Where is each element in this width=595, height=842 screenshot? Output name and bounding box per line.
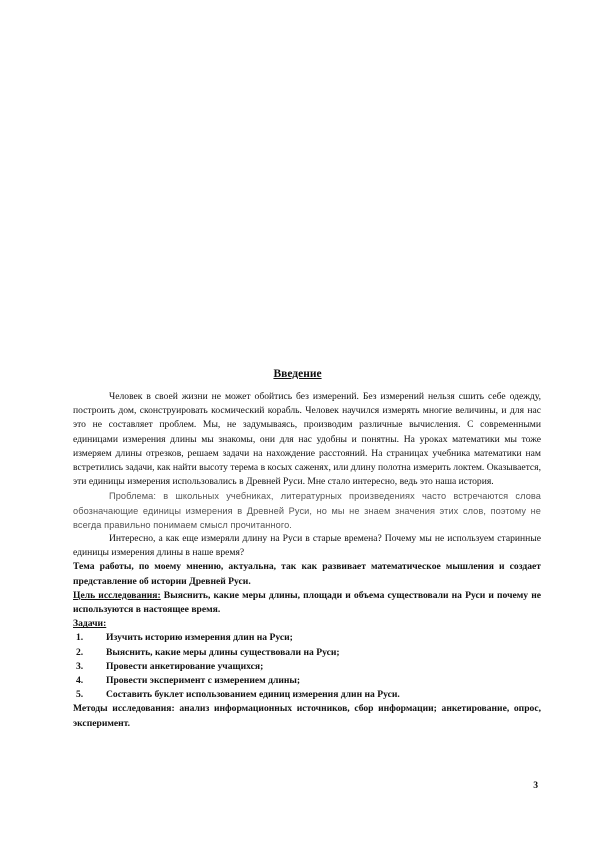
intro-paragraph: Человек в своей жизни не может обойтись без измерений. Без измерений нельзя сшить себе одежду, построить дом, сконструировать космический корабль. Человек научился измерять многие величины, и для нас это не составляет проблем. Мы, не задумываясь, производим различные вычисления. С современными единицами измерения длины мы знакомы, они для нас удобны и понятны. На уроках математики мы тоже измеряем длины отрезков, решаем задачи на нахождение расстояний. На страницах учебника математики нам встретились задачи, как найти высоту терема в косых саженях, или длину полотна измерить локтем. Оказывается, эти единицы измерения использовались в Древней Руси. Мне стало интересно, ведь это наша история.: [73, 391, 541, 488]
task-item: 3. Провести анкетирование учащихся;: [76, 660, 264, 672]
topic-label: Тема работы,: [73, 561, 134, 573]
task-item: 1. Изучить историю измерения длин на Руси;: [76, 632, 293, 644]
task-item: 5. Составить буклет использованием единиц измерения длин на Руси.: [76, 689, 400, 701]
document-body: [73, 390, 541, 731]
task-item: 4. Провести эксперимент с измерением длины;: [76, 675, 301, 687]
methods-label: Методы исследования:: [73, 703, 175, 715]
methods-text: анализ информационных источников, сбор информации; анкетирование, опрос, эксперимент.: [73, 703, 541, 729]
goal-text: Выяснить, какие меры длины, площади и объема существовали на Руси и почему не используются в настоящее время.: [73, 589, 541, 616]
task-item: 2. Выяснить, какие меры длины существовали на Руси;: [76, 646, 340, 658]
tasks-list: [73, 631, 541, 702]
methods-paragraph: [73, 702, 541, 730]
goal-label: Цель исследования:: [73, 589, 161, 601]
question-paragraph: Интересно, а как еще измеряли длину на Руси в старые времена? Почему мы не используем старинные единицы измерения длины в наше время?: [73, 533, 541, 559]
topic-paragraph: [73, 560, 541, 588]
section-title: Введение: [273, 368, 322, 380]
problem-paragraph: Проблема: в школьных учебниках, литературных произведениях часто встречаются слова обозначающие единицы измерения в Древней Руси, но мы не знаем значения этих слов, поэтому не всегда правильно понимаем смысл прочитанного.: [73, 491, 541, 530]
topic-text: по моему мнению, актуальна, так как развивает математическое мышления и создает представление об истории Древней Руси.: [73, 561, 541, 587]
tasks-label: Задачи:: [73, 618, 107, 630]
goal-paragraph: [73, 589, 541, 617]
page-number: 3: [533, 780, 538, 791]
